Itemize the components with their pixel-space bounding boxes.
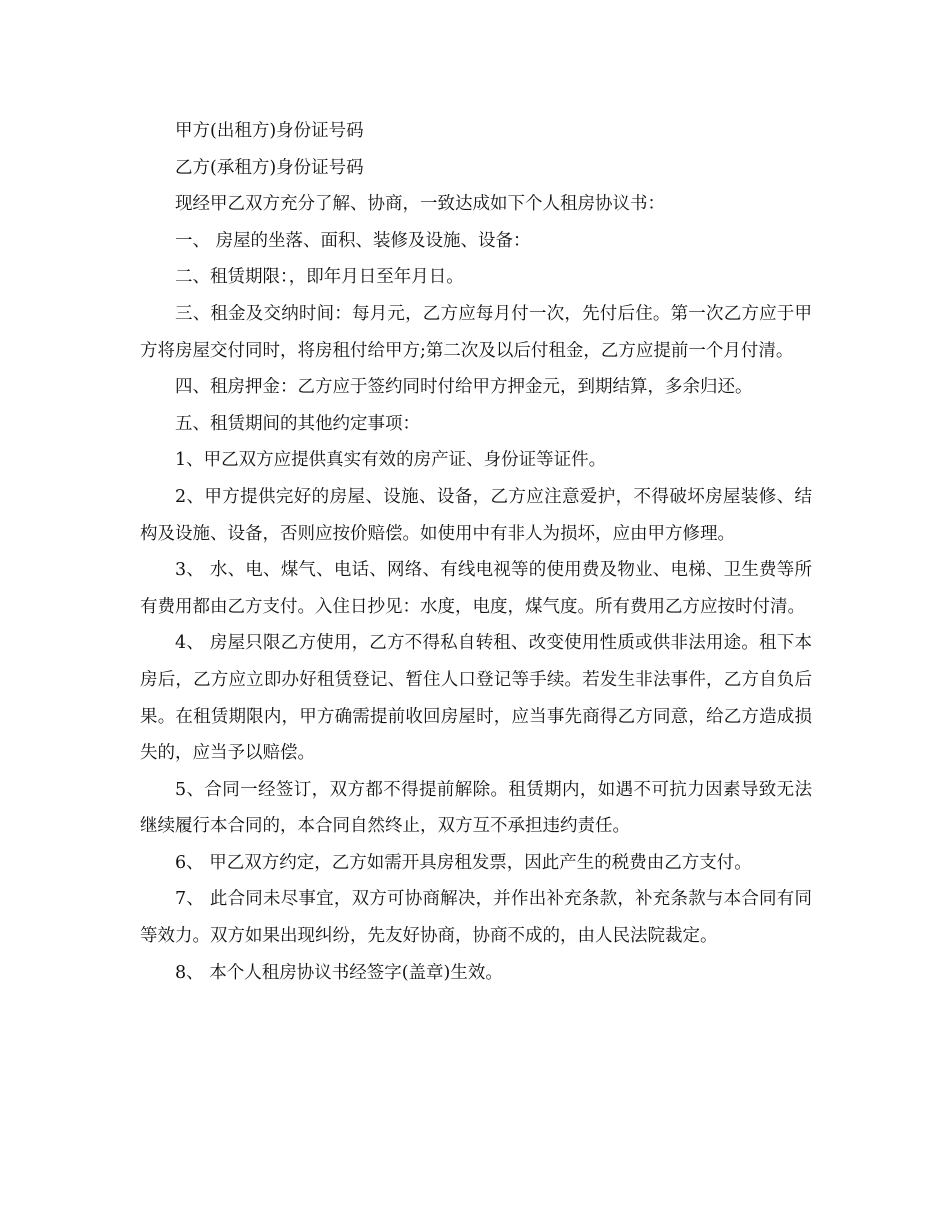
document-body: [140, 113, 812, 991]
clause-5-other-terms: 五、租赁期间的其他约定事项：: [175, 413, 420, 434]
agreement-intro: 现经甲乙双方充分了解、协商，一致达成如下个人租房协议书：: [175, 194, 665, 215]
party-a-id-line: 甲方(出租方)身份证号码: [175, 121, 364, 141]
term-item-4: 4、 房屋只限乙方使用，乙方不得私自转租、改变使用性质或供非法用途。租下本房后，乙方应立即办好租赁登记、暂住人口登记等手续。若发生非法事件，乙方自负后果。在租赁期限内，甲方确需提前收回房屋时，应当事先商得乙方同意，给乙方造成损失的，应当予以赔偿。: [140, 633, 812, 764]
term-item-1: 1、甲乙双方应提供真实有效的房产证、身份证等证件。: [175, 450, 607, 471]
clause-1-property: 一、 房屋的坐落、面积、装修及设施、设备：: [175, 230, 531, 251]
party-b-id-line: 乙方(承租方)身份证号码: [175, 157, 364, 178]
term-item-5: 5、合同一经签订，双方都不得提前解除。租赁期内，如遇不可抗力因素导致无法继续履行本合同的，本合同自然终止，双方互不承担违约责任。: [140, 779, 812, 837]
term-item-6: 6、 甲乙双方约定，乙方如需开具房租发票，因此产生的税费由乙方支付。: [175, 852, 752, 873]
term-item-8: 8、 本个人租房协议书经签字(盖章)生效。: [175, 962, 503, 983]
term-item-3: 3、 水、电、煤气、电话、网络、有线电视等的使用费及物业、电梯、卫生费等所有费用都由乙方支付。入住日抄见：水度，电度，煤气度。所有费用乙方应按时付清。: [140, 560, 812, 617]
term-item-2: 2、甲方提供完好的房屋、设施、设备，乙方应注意爱护，不得破坏房屋装修、结构及设施、设备，否则应按价赔偿。如使用中有非人为损坏，应由甲方修理。: [140, 486, 812, 544]
clause-2-term: 二、租赁期限：，即年月日至年月日。: [175, 267, 464, 288]
clause-3-rent: 三、租金及交纳时间：每月元，乙方应每月付一次，先付后住。第一次乙方应于甲方将房屋交付同时，将房租付给甲方;第二次及以后付租金，乙方应提前一个月付清。: [140, 303, 812, 361]
clause-4-deposit: 四、租房押金：乙方应于签约同时付给甲方押金元，到期结算，多余归还。: [175, 377, 753, 398]
term-item-7: 7、 此合同未尽事宜，双方可协商解决，并作出补充条款，补充条款与本合同有同等效力。双方如果出现纠纷，先友好协商，协商不成的，由人民法院裁定。: [140, 889, 812, 947]
